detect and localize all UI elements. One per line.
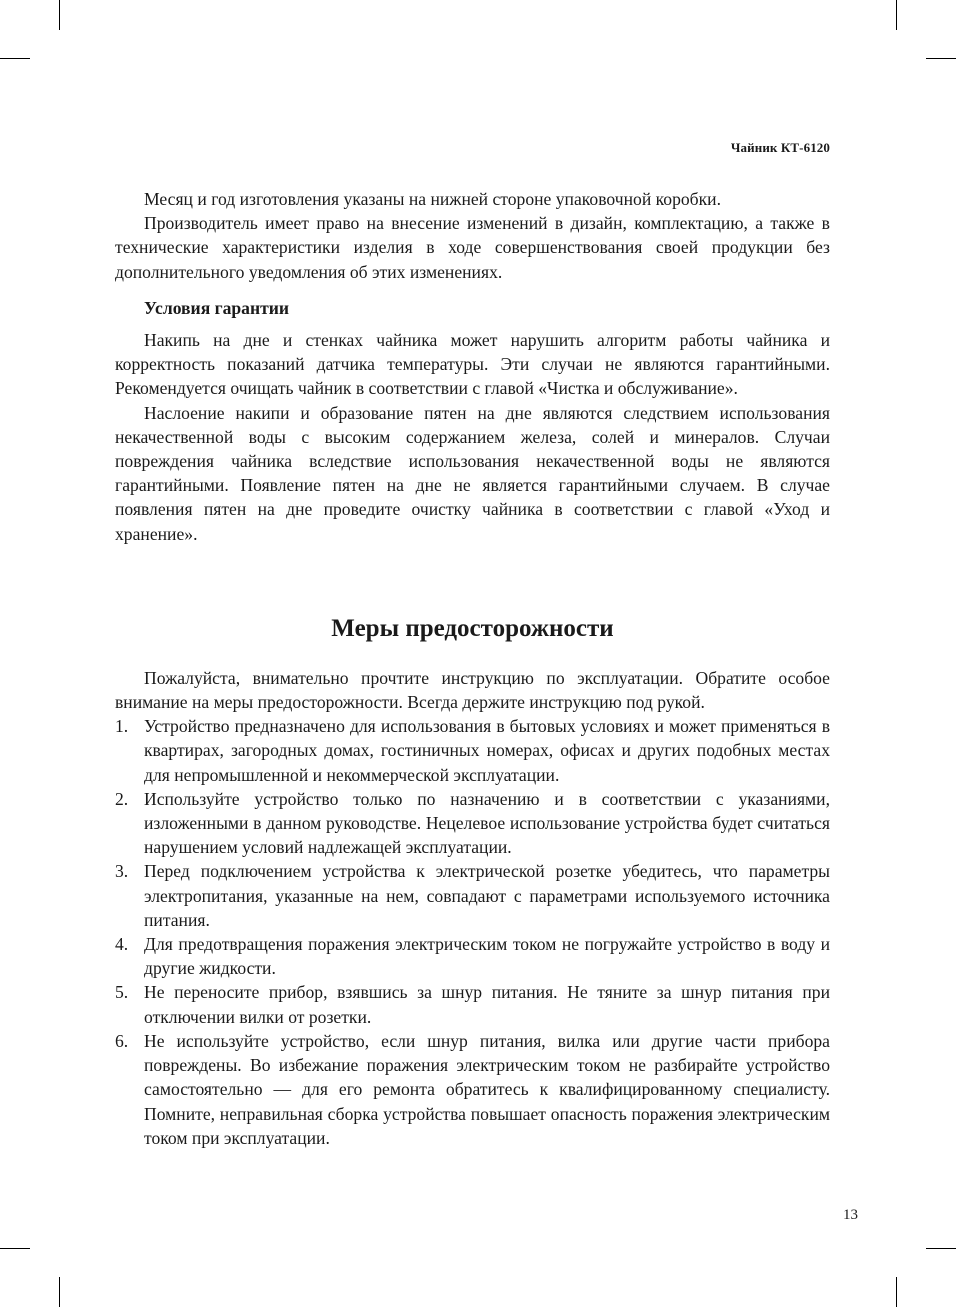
list-item-number: 4. (115, 934, 129, 955)
list-item-text: Для предотвращения поражения электрическим током не погружайте устройство в воду и другие жидкости. (144, 934, 830, 979)
warranty-paragraph-2: Наслоение накипи и образование пятен на дне являются следствием использования некачественной воды с высоким содержанием железа, солей и минералов. Случаи повреждения чайника вследствие использования некачественной воды не являются гарантийными. Появление пятен на дне не является гарантийными случаем. В случае появления пятен на дне проведите очистку чайника в соответствии с главой «Уход и хранение». (115, 402, 830, 544)
list-item-text: Не переносите прибор, взявшись за шнур питания. Не тяните за шнур питания при отключении вилки от розетки. (144, 982, 830, 1027)
list-item (115, 932, 830, 980)
precautions-list (115, 714, 830, 1150)
list-item-text: Не используйте устройство, если шнур питания, вилка или другие части прибора повреждены. Во избежание поражения электрическим током не разбирайте устройство самостоятельно — для его ремонта обратитесь к квалифицированному специалисту. Помните, неправильная сборка устройства повышает опасность поражения электрическим током при эксплуатации. (144, 1030, 830, 1148)
crop-mark-left-bottom (0, 1248, 30, 1249)
list-item (115, 980, 830, 1028)
list-item (115, 1029, 830, 1150)
list-item (115, 787, 830, 860)
intro-paragraph-1: Месяц и год изготовления указаны на нижней стороне упаковочной коробки. (144, 189, 721, 209)
list-item-number: 2. (115, 788, 129, 809)
crop-mark-top-right (896, 0, 897, 30)
page-number: 13 (843, 1207, 858, 1223)
list-item-number: 3. (115, 861, 129, 882)
crop-mark-bottom-left (59, 1277, 60, 1307)
list-item-text: Устройство предназначено для использования в бытовых условиях и может применяться в квартирах, загородных домах, гостиничных номерах, офисах и других подобных местах для непромышленной и некоммерческой эксплуатации. (144, 716, 830, 785)
warranty-paragraph-1: Накипь на дне и стенках чайника может нарушить алгоритм работы чайника и корректность показаний датчика температуры. Эти случаи не являются гарантийными. Рекомендуется очищать чайник в соответствии с главой «Чистка и обслуживание». (115, 330, 830, 399)
list-item-text: Используйте устройство только по назначению и в соответствии с указаниями, изложенными в данном руководстве. Нецелевое использование устройства будет считаться нарушением условий надлежащей эксплуатации. (144, 788, 830, 858)
section-title: Меры предосторожности (331, 614, 614, 642)
running-header: Чайник КТ-6120 (730, 140, 830, 155)
intro-paragraph-2: Производитель имеет право на внесение изменений в дизайн, комплектацию, а также в технические характеристики изделия в ходе совершенствования своей продукции без дополнительного уведомления об этих изменениях. (115, 213, 830, 282)
crop-mark-top-left (59, 0, 60, 30)
precautions-intro: Пожалуйста, внимательно прочтите инструкцию по эксплуатации. Обратите особое внимание на меры предосторожности. Всегда держите инструкцию под рукой. (115, 667, 830, 713)
crop-mark-bottom-right (896, 1277, 897, 1307)
list-item (115, 859, 830, 932)
crop-mark-left-top (0, 58, 30, 59)
page-content (115, 187, 830, 1150)
list-item-text: Перед подключением устройства к электрической розетке убедитесь, что параметры электропитания, указанные на нем, совпадают с параметрами используемого источника питания. (144, 861, 830, 930)
crop-mark-right-bottom (926, 1248, 956, 1249)
warranty-heading: Условия гарантии (144, 297, 290, 318)
list-item-number: 6. (115, 1030, 129, 1051)
list-item-number: 5. (115, 982, 129, 1003)
crop-mark-right-top (926, 58, 956, 59)
list-item (115, 714, 830, 787)
list-item-number: 1. (115, 716, 129, 737)
